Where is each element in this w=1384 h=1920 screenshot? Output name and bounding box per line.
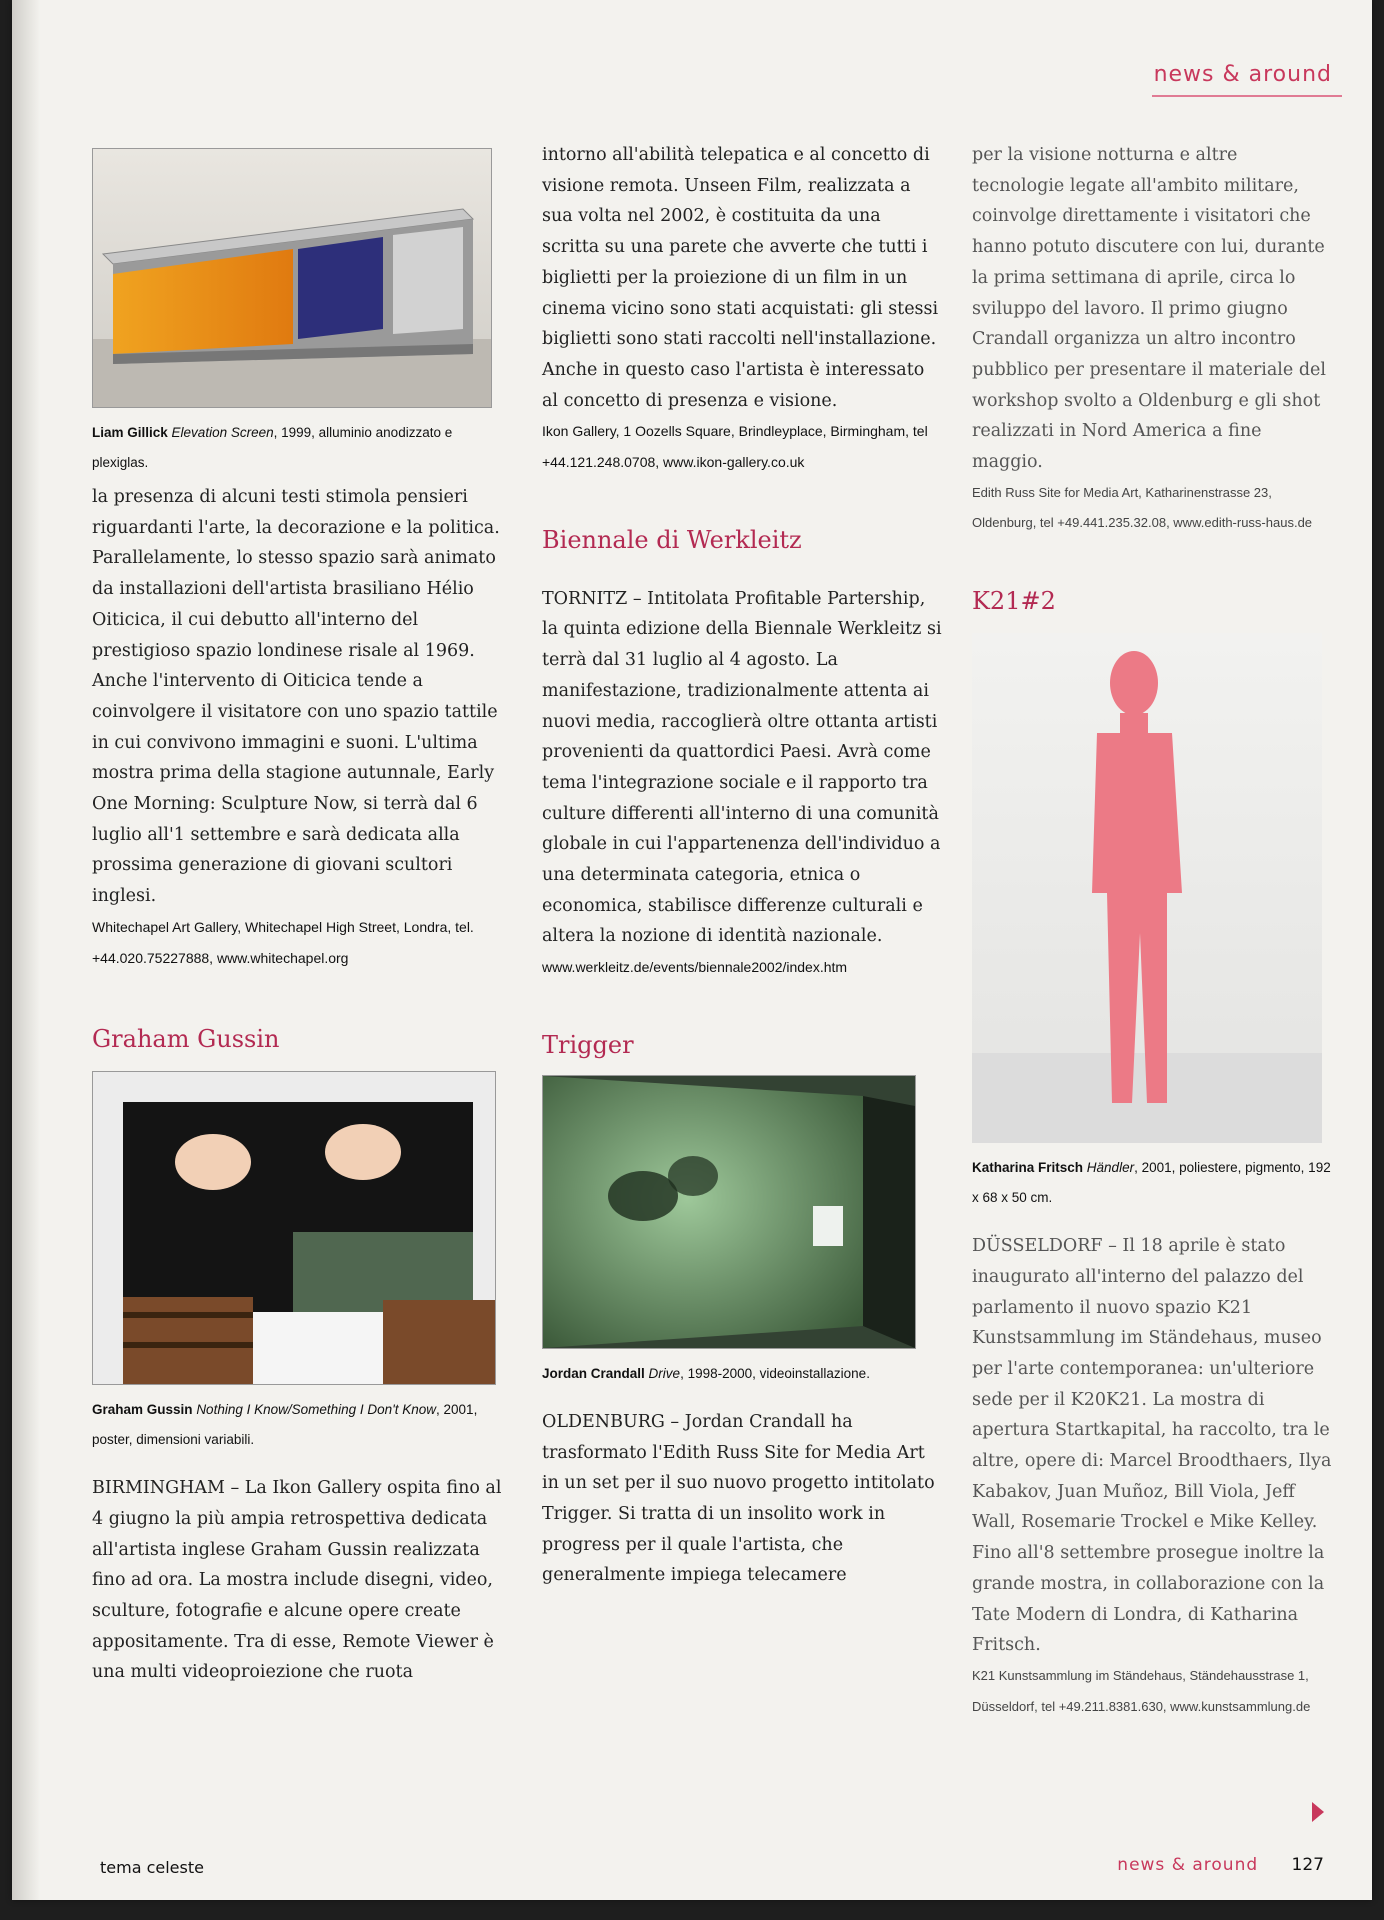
col3-paragraph-1: per la visione notturna e altre tecnologie legate all'ambito militare, coinvolge direttamente i visitatori che hanno potuto discutere con lui, durante la prima settimana di aprile, circa lo sviluppo del lavoro. Il primo giugno Crandall organizza un altro incontro pubblico per presentare il materiale del workshop svolto a Oldenburg e gli shot realizzati in Nord America a fine maggio. <box>972 145 1326 473</box>
col3-edith-russ-info: Edith Russ Site for Media Art, Katharinenstrasse 23, Oldenburg, tel +49.441.235.32.08, www.edith-russ-haus.de <box>972 484 1313 531</box>
col1-paragraph-2: BIRMINGHAM – La Ikon Gallery ospita fino al 4 giugno la più ampia retrospettiva dedicata all'artista inglese Graham Gussin realizzata fino ad ora. La mostra include disegni, video, sculture, fotografie e alcune opere create appositamente. Tra di esse, Remote Viewer è una multi videoproiezione che ruota <box>92 1478 502 1683</box>
page-fold-shadow <box>12 0 40 1900</box>
magazine-page <box>12 0 1372 1900</box>
col2-gallery-info: Ikon Gallery, 1 Oozells Square, Brindleyplace, Birmingham, tel +44.121.248.0708, www.ikon-gallery.co.uk <box>542 423 928 471</box>
footer-section-tag: news & around <box>1117 1855 1259 1875</box>
col2-paragraph-2: TORNITZ – Intitolata Profitable Partership, la quinta edizione della Biennale Werkleitz si terrà dal 31 luglio al 4 agosto. La manifestazione, tradizionalmente attenta ai nuovi media, raccoglierà oltre ottanta artisti provenienti da quattordici Paesi. Avrà come tema l'integrazione sociale e il rapporto tra culture differenti all'interno di una comunità globale in cui l'appartenenza dell'individuo a una determinata categoria, etnica o economica, stabilisce differenze culturali e altera la nozione di identità nazionale. <box>542 588 942 947</box>
trigger-image <box>543 1076 915 1348</box>
continue-arrow-icon <box>1312 1802 1324 1822</box>
col2-paragraph-1: intorno all'abilità telepatica e al concetto di visione remota. Unseen Film, realizzata a sua volta nel 2002, è costituita da una scritta su una parete che avverte che tutti i biglietti per la proiezione di un film in un cinema vicino sono stati acquistati: gli stessi biglietti sono stati raccolti nell'installazione. Anche in questo caso l'artista è interessato al concetto di presenza e visione. <box>542 145 939 411</box>
k21-figure-image <box>972 633 1322 1143</box>
heading-trigger: Trigger <box>542 1030 634 1059</box>
photo-graham-gussin <box>92 1071 496 1385</box>
photo-k21 <box>972 633 1322 1143</box>
column-3 <box>972 140 1332 1722</box>
footer-right <box>1117 1855 1324 1875</box>
heading-k21: K21#2 <box>972 587 1056 616</box>
photo4-caption: Katharina Fritsch Händler, 2001, poliestere, pigmento, 192 x 68 x 50 cm. <box>972 1160 1331 1206</box>
heading-biennale-werkleitz: Biennale di Werkleitz <box>542 525 802 554</box>
col3-k21-info: K21 Kunstsammlung im Ständehaus, Ständehausstrase 1, Düsseldorf, tel +49.211.8381.630, www.kunstsammlung.de <box>972 1667 1311 1714</box>
header-rule <box>1152 95 1342 97</box>
col3-paragraph-2: DÜSSELDORF – Il 18 aprile è stato inaugurato all'interno del palazzo del parlamento il nuovo spazio K21 Kunstsammlung im Ständehaus, museo per l'arte contemporanea: un'ulteriore sede per il K20K21. La mostra di apertura Startkapital, ha raccolto, tra le altre, opere di: Marcel Broodthaers, Ilya Kabakov, Juan Muñoz, Bill Viola, Jeff Wall, Rosemarie Trockel e Mike Kelley. Fino all'8 settembre prosegue inoltre la grande mostra, in collaborazione con la Tate Modern di Londra, di Katharina Fritsch. <box>972 1236 1332 1656</box>
photo1-caption: Liam Gillick Elevation Screen, 1999, alluminio anodizzato e plexiglas. <box>92 425 453 470</box>
footer-publication: tema celeste <box>100 1858 204 1877</box>
col1-gallery-info: Whitechapel Art Gallery, Whitechapel High Street, Londra, tel. +44.020.75227888, www.whitechapel.org <box>92 918 474 966</box>
photo3-caption: Jordan Crandall Drive, 1998-2000, videoinstallazione. <box>542 1365 870 1381</box>
heading-graham-gussin: Graham Gussin <box>92 1025 280 1054</box>
elevation-screen-image <box>93 149 491 407</box>
page-number: 127 <box>1291 1855 1324 1875</box>
col2-werkleitz-link: www.werkleitz.de/events/biennale2002/index.htm <box>542 959 848 976</box>
section-tag: news & around <box>1153 62 1332 87</box>
photo-elevation-screen <box>92 148 492 408</box>
column-2 <box>542 140 942 1591</box>
column-1 <box>92 148 512 1688</box>
photo2-caption: Graham Gussin Nothing I Know/Something I Don't Know, 2001, poster, dimensioni variabili. <box>92 1402 478 1448</box>
photo-trigger <box>542 1075 916 1349</box>
col2-paragraph-3: OLDENBURG – Jordan Crandall ha trasformato l'Edith Russ Site for Media Art in un set per il suo nuovo progetto intitolato Trigger. Si tratta di un insolito work in progress per il quale l'artista, che generalmente impiega telecamere <box>542 1411 935 1586</box>
col1-paragraph-1: la presenza di alcuni testi stimola pensieri riguardanti l'arte, la decorazione e la politica. Parallelamente, lo stesso spazio sarà animato da installazioni dell'artista brasiliano Hélio Oiticica, il cui debutto all'interno del prestigioso spazio londinese risale al 1969. Anche l'intervento di Oiticica tende a coinvolgere il visitatore con uno spazio tattile in cui convivono immagini e suoni. L'ultima mostra prima della stagione autunnale, Early One Morning: Sculpture Now, si terrà dal 6 luglio all'1 settembre e sarà dedicata alla prossima generazione di giovani scultori inglesi. <box>92 487 500 907</box>
graham-gussin-image <box>93 1072 495 1384</box>
